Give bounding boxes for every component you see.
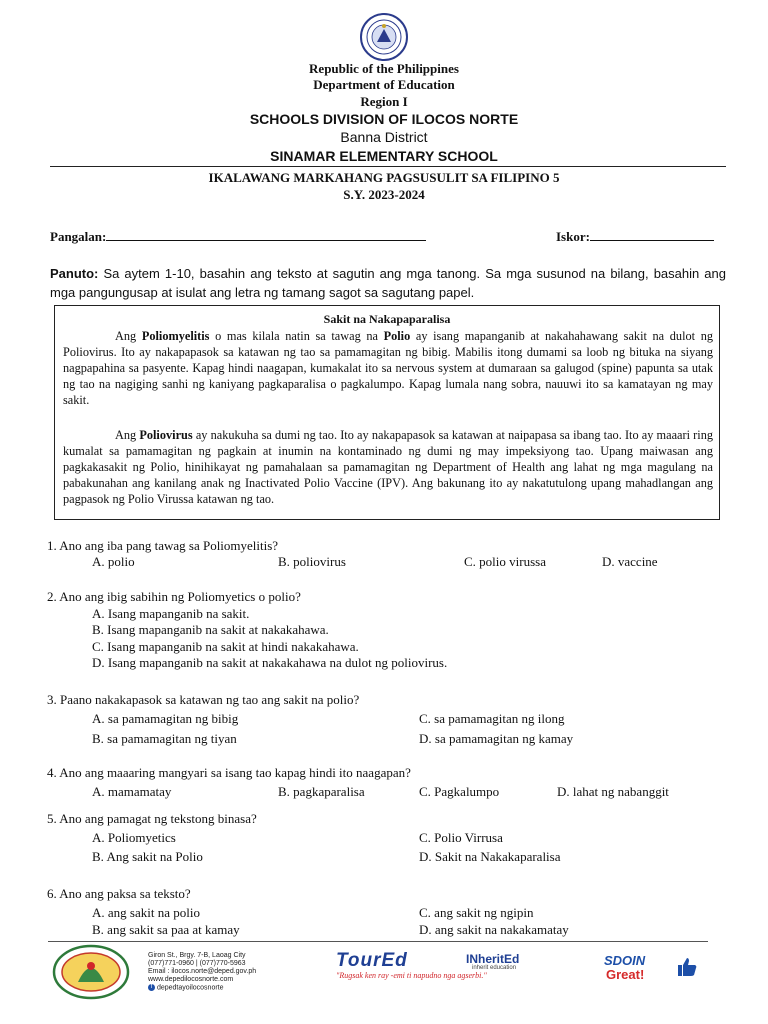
question-1: 1. Ano ang iba pang tawag sa Poliomyelitis?: [47, 538, 279, 553]
q6-option-b[interactable]: B. ang sakit sa paa at kamay: [92, 922, 240, 937]
q3-option-a[interactable]: A. sa pamamagitan ng bibig: [92, 711, 239, 726]
division-seal-icon: [52, 944, 130, 1000]
facebook-icon: f: [148, 984, 155, 991]
q3-option-d[interactable]: D. sa pamamagitan ng kamay: [419, 731, 574, 746]
q5-option-d[interactable]: D. Sakit na Nakakaparalisa: [419, 849, 561, 864]
q2-option-a[interactable]: A. Isang mapanganib na sakit.: [92, 606, 250, 621]
question-5: 5. Ano ang pamagat ng tekstong binasa?: [47, 811, 257, 826]
header-district: Banna District: [340, 129, 428, 145]
question-4: 4. Ano ang maaaring mangyari sa isang tao kapag hindi ito naagapan?: [47, 765, 411, 780]
name-blank[interactable]: [106, 240, 426, 241]
header-division: SCHOOLS DIVISION OF ILOCOS NORTE: [249, 111, 519, 127]
deped-seal-icon: [359, 12, 409, 62]
score-blank[interactable]: [590, 240, 714, 241]
footer-address: Giron St., Brgy. 7-B, Laoag City: [148, 952, 246, 959]
q2-option-b[interactable]: B. Isang mapanganib na sakit at nakakahawa.: [92, 622, 329, 637]
inherited-subtitle: inherit education: [472, 965, 517, 971]
footer-divider: [48, 941, 708, 942]
name-label: Pangalan:: [50, 229, 107, 244]
question-6: 6. Ano ang paksa sa teksto?: [47, 886, 191, 901]
score-label: Iskor:: [556, 229, 590, 244]
exam-title: IKALAWANG MARKAHANG PAGSUSULIT SA FILIPINO 5: [208, 170, 560, 185]
great-logo: Great!: [606, 967, 645, 982]
toured-logo: TourEd: [336, 950, 408, 971]
q6-option-a[interactable]: A. ang sakit na polio: [92, 905, 200, 920]
passage-paragraph-2: Ang Poliovirus ay nakukuha sa dumi ng tao. Ito ay nakapapasok sa katawan at naipapasa sa ibang tao. Ito ay maaari ring kumalat sa pamamagitan ng pagkain at inumin na kontaminado ng dumi ng may impeksiyong tao. Upang maiwasan ang pagkakasakit ng Polio, hinihikayat ng pamahalaan sa pamamagitan ng Department of Health ang lahat ng mga magulang na pabakunahan ang kanilang anak ng Inactivated Polio Vaccine (IPV). Ang bakunang ito ay nakatutulong upang mahadlangan ang pagpasok ng Polio Virussa katawan ng tao.: [63, 428, 713, 506]
header-region: Region I: [360, 94, 408, 109]
toured-tagline: "Rugsak ken ray -emi ti napudno nga agserbi.": [336, 971, 487, 980]
q5-option-a[interactable]: A. Poliomyetics: [92, 830, 176, 845]
q3-option-c[interactable]: C. sa pamamagitan ng ilong: [419, 711, 565, 726]
passage-title: Sakit na Nakapaparalisa: [323, 312, 451, 326]
q5-option-b[interactable]: B. Ang sakit na Polio: [92, 849, 203, 864]
q2-option-c[interactable]: C. Isang mapanganib na sakit at hindi nakakahawa.: [92, 639, 359, 654]
score-field[interactable]: [556, 229, 714, 245]
reading-passage: [54, 305, 720, 520]
q4-option-c[interactable]: C. Pagkalumpo: [419, 784, 500, 799]
sdoin-logo: SDOIN: [604, 953, 646, 968]
q1-option-b[interactable]: B. poliovirus: [278, 554, 346, 569]
inherited-logo: INheritEd: [466, 952, 520, 966]
header-department: Department of Education: [313, 77, 455, 92]
school-year: S.Y. 2023-2024: [343, 187, 425, 202]
thumbs-up-icon: [676, 956, 698, 978]
header-republic: Republic of the Philippines: [309, 61, 459, 76]
footer-website[interactable]: www.depedilocosnorte.com: [148, 976, 234, 983]
q1-option-c[interactable]: C. polio virussa: [464, 554, 546, 569]
name-field[interactable]: [50, 229, 426, 245]
q1-option-d[interactable]: D. vaccine: [602, 554, 658, 569]
q6-option-d[interactable]: D. ang sakit na nakakamatay: [419, 922, 569, 937]
q4-option-a[interactable]: A. mamamatay: [92, 784, 172, 799]
footer-email: Email : ilocos.norte@deped.gov.ph: [148, 968, 257, 975]
q4-option-b[interactable]: B. pagkaparalisa: [278, 784, 365, 799]
q3-option-b[interactable]: B. sa pamamagitan ng tiyan: [92, 731, 237, 746]
footer-facebook[interactable]: f depedtayoilocosnorte: [148, 984, 224, 992]
question-3: 3. Paano nakakapasok sa katawan ng tao ang sakit na polio?: [47, 692, 360, 707]
instructions-label: Panuto:: [50, 266, 99, 281]
header-divider: [50, 166, 726, 167]
instructions: [50, 264, 726, 302]
q5-option-c[interactable]: C. Polio Virrusa: [419, 830, 503, 845]
q6-option-c[interactable]: C. ang sakit ng ngipin: [419, 905, 534, 920]
question-2: 2. Ano ang ibig sabihin ng Poliomyetics o polio?: [47, 589, 301, 604]
instructions-text: Sa aytem 1-10, basahin ang teksto at sagutin ang mga tanong. Sa mga susunod na bilang, basahin ang mga pangungusap at isulat ang letra ng tamang sagot sa sagutang papel.: [50, 266, 726, 300]
q1-option-a[interactable]: A. polio: [92, 554, 135, 569]
q2-option-d[interactable]: D. Isang mapanganib na sakit at nakakahawa na dulot ng poliovirus.: [92, 655, 448, 670]
passage-paragraph-1: Ang Poliomyelitis o mas kilala natin sa tawag na Polio ay isang mapanganib at nakahahawang sakit na dulot ng Poliovirus. Ito ay nakapapasok sa katawan ng tao sa pamamagitan ng bibig. Mabilis itong dumami sa loob ng bituka na siyang nagpapahina sa pasyente. Kapag hindi naagapan, kumakalat ito sa nervous system at dumaraan sa galugod (spine) papunta sa utak ng tao na nagiging sanhi ng kaniyang pagkaparalisa o pagkalumpo. Kapag lumala nang sobra, nauuwi ito sa kamatayan ng may sakit.: [63, 329, 713, 407]
footer-phone: (077)771-0960 | (077)770-5963: [148, 960, 246, 967]
header-school: SINAMAR ELEMENTARY SCHOOL: [270, 148, 498, 164]
q4-option-d[interactable]: D. lahat ng nabanggit: [557, 784, 669, 799]
